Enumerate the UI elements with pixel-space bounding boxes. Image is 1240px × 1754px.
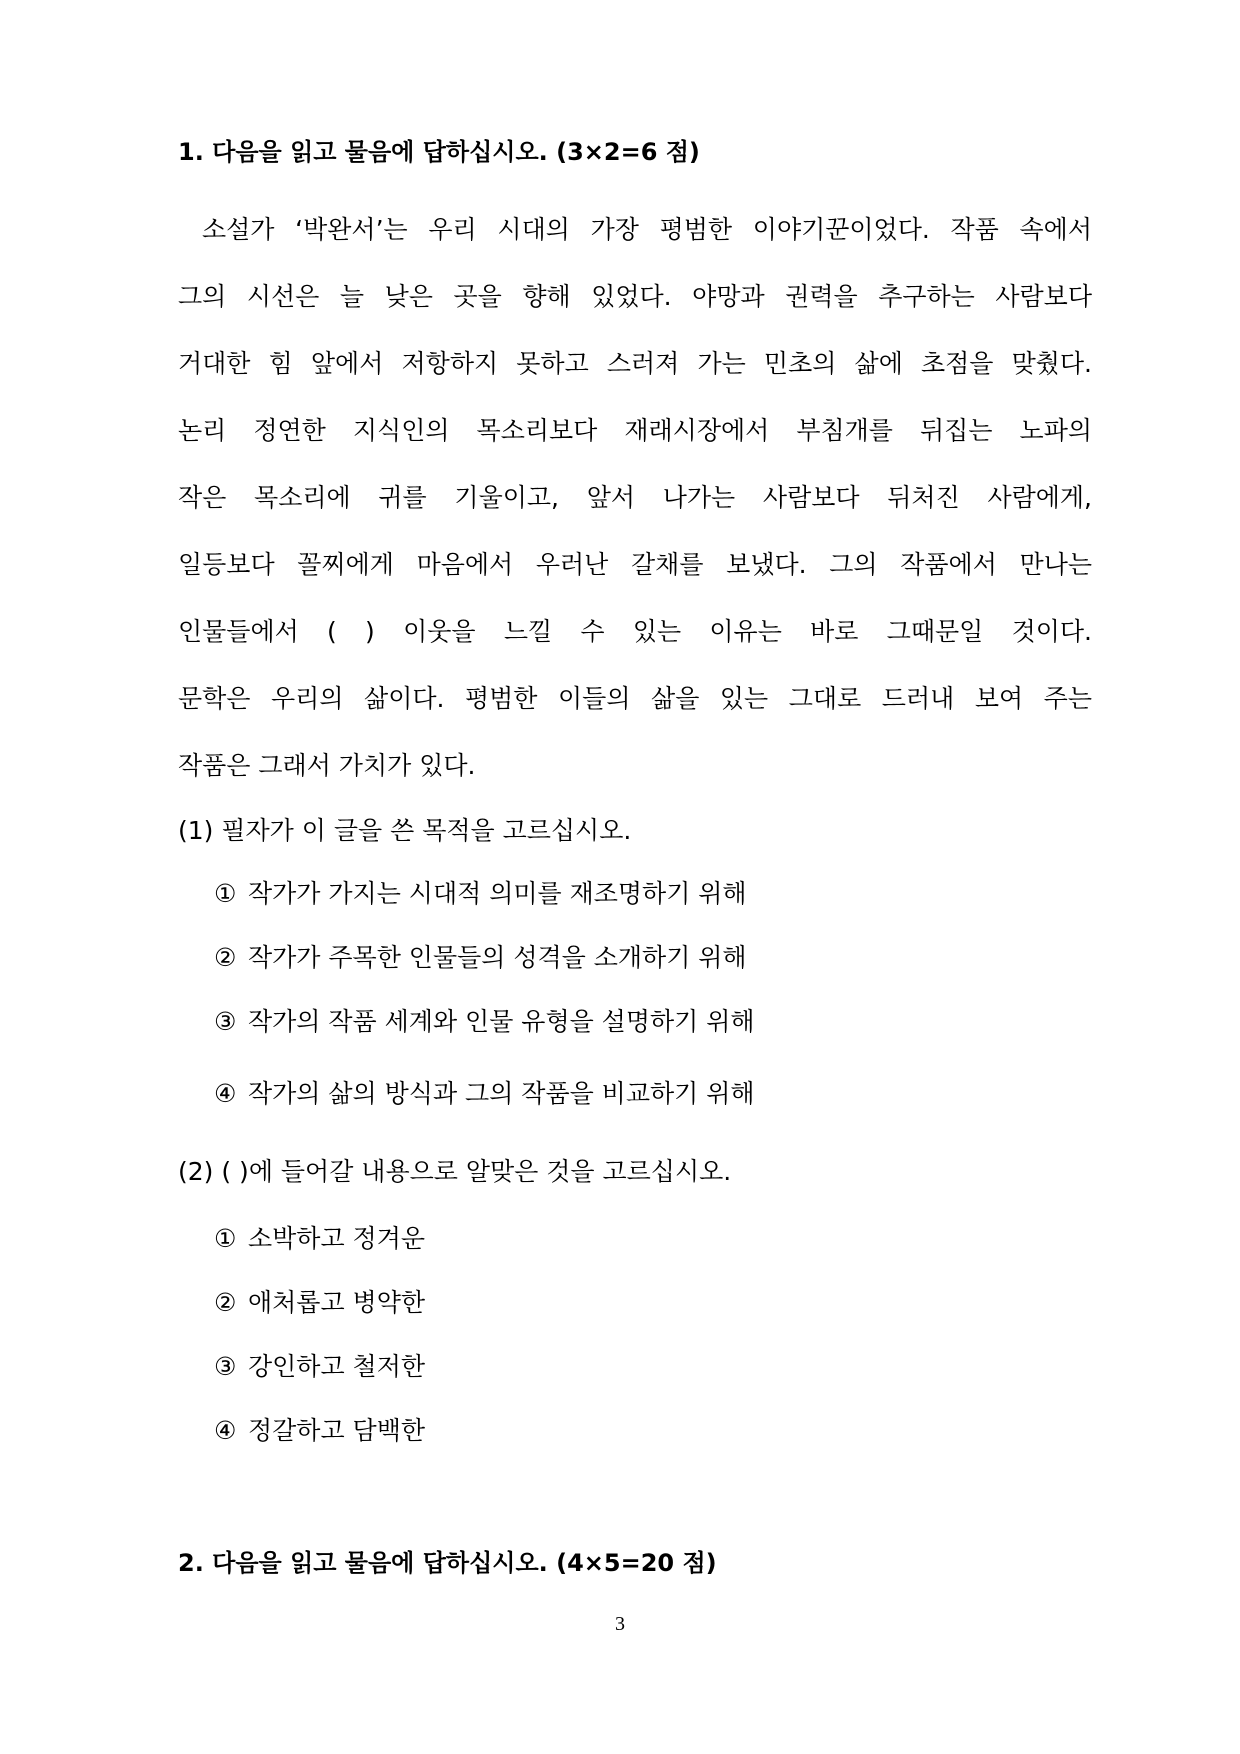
option-item: [214, 1350, 425, 1384]
reading-passage: [178, 210, 1092, 813]
question-1-heading: 1. 다음을 읽고 물음에 답하십시오. (3×2=6 점): [178, 138, 700, 166]
passage-line: 그의 시선은 늘 낮은 곳을 향해 있었다. 야망과 권력을 추구하는 사람보다: [178, 282, 1092, 311]
option-text: 작가의 삶의 방식과 그의 작품을 비교하기 위해: [248, 1079, 755, 1108]
option-number: ②: [214, 1288, 237, 1317]
option-number: ①: [214, 879, 237, 908]
option-number: ③: [214, 1007, 237, 1036]
option-text: 작가가 가지는 시대적 의미를 재조명하기 위해: [248, 879, 747, 908]
passage-line: 거대한 힘 앞에서 저항하지 못하고 스러져 가는 민초의 삶에 초점을 맞췄다.: [178, 349, 1092, 378]
option-text: 작가의 작품 세계와 인물 유형을 설명하기 위해: [248, 1007, 755, 1036]
passage-line: 작품은 그래서 가치가 있다.: [178, 751, 476, 780]
option-text: 작가가 주목한 인물들의 성격을 소개하기 위해: [248, 943, 747, 972]
option-text: 강인하고 철저한: [248, 1352, 425, 1381]
option-number: ③: [214, 1352, 237, 1381]
option-item: [214, 941, 747, 975]
option-item: [214, 1222, 425, 1256]
option-item: [214, 1414, 425, 1448]
question-2-heading: 2. 다음을 읽고 물음에 답하십시오. (4×5=20 점): [178, 1549, 717, 1577]
option-number: ④: [214, 1079, 237, 1108]
option-item: [214, 877, 747, 911]
option-text: 정갈하고 담백한: [248, 1416, 425, 1445]
sub-question-2: (2) ( )에 들어갈 내용으로 알맞은 것을 고르십시오.: [178, 1157, 732, 1186]
passage-line: 소설가 ‘박완서’는 우리 시대의 가장 평범한 이야기꾼이었다. 작품 속에서: [202, 215, 1092, 244]
passage-line: 논리 정연한 지식인의 목소리보다 재래시장에서 부침개를 뒤집는 노파의: [178, 416, 1092, 445]
passage-line: 작은 목소리에 귀를 기울이고, 앞서 나가는 사람보다 뒤처진 사람에게,: [178, 483, 1092, 512]
page-number: 3: [615, 1613, 625, 1635]
option-item: [214, 1077, 755, 1111]
option-number: ④: [214, 1416, 237, 1445]
passage-line: 문학은 우리의 삶이다. 평범한 이들의 삶을 있는 그대로 드러내 보여 주는: [178, 684, 1092, 713]
option-text: 소박하고 정겨운: [248, 1224, 425, 1253]
passage-line: 일등보다 꼴찌에게 마음에서 우러난 갈채를 보냈다. 그의 작품에서 만나는: [178, 550, 1092, 579]
sub-question-1: (1) 필자가 이 글을 쓴 목적을 고르십시오.: [178, 816, 632, 845]
option-item: [214, 1286, 425, 1320]
option-number: ①: [214, 1224, 237, 1253]
option-item: [214, 1005, 755, 1039]
passage-line: 인물들에서 ( ) 이웃을 느낄 수 있는 이유는 바로 그때문일 것이다.: [178, 617, 1092, 646]
option-number: ②: [214, 943, 237, 972]
option-text: 애처롭고 병약한: [248, 1288, 425, 1317]
